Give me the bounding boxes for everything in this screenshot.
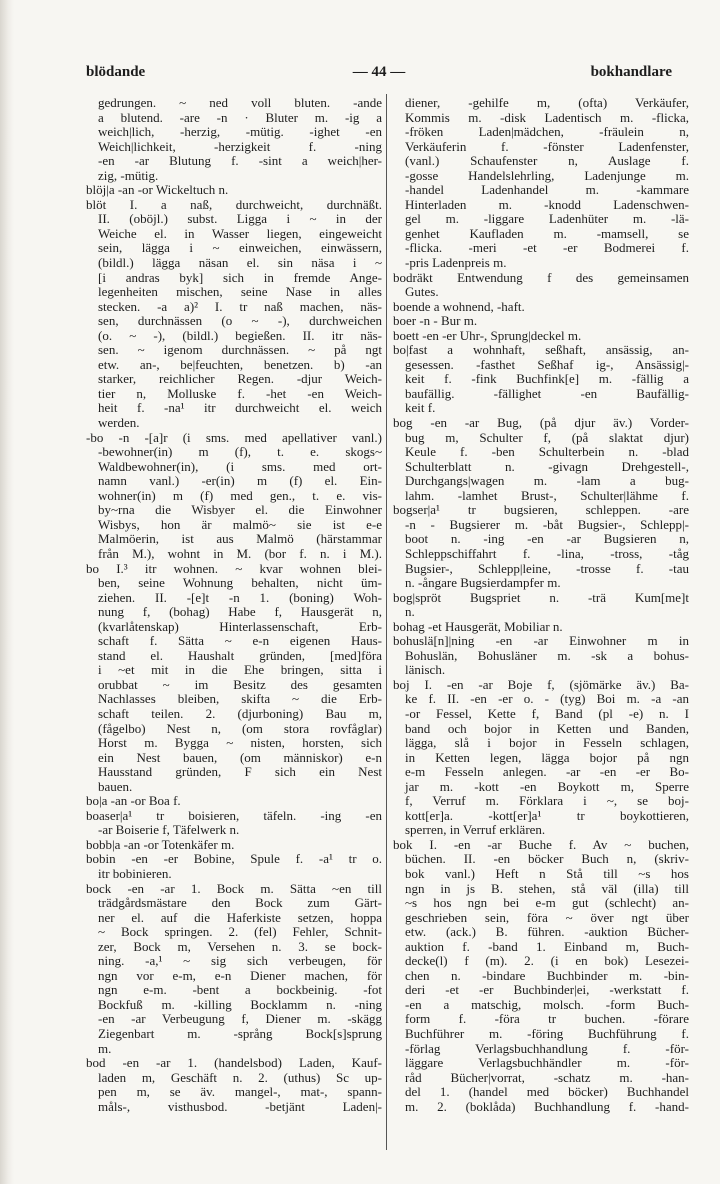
dictionary-line: Hinterladen m. -knodd Ladenschwen-: [405, 197, 689, 212]
dictionary-line: bock -en -ar 1. Bock m. Sätta ~en till: [86, 881, 382, 896]
dictionary-line: m. 2. (boklåda) Buchhandlung f. -hand-: [405, 1099, 689, 1114]
dictionary-line: bohuslä[n]|ning -en -ar Einwohner m in: [393, 634, 689, 649]
dictionary-line: ziehen. II. -[e]t -n 1. (boning) Woh-: [98, 590, 382, 605]
dictionary-line: i ~et mit in die Ehe bringen, sitta i: [98, 663, 382, 678]
dictionary-line: ~s hos ngn bei e-m gut (schlecht) an-: [405, 896, 689, 911]
dictionary-line: -flicka. -meri -et -er Bodmerei f.: [405, 241, 689, 256]
dictionary-line: deri -et -er Buchbinder|ei, -werkstatt f.: [405, 983, 689, 998]
dictionary-line: boaser|a¹ tr boisieren, täfeln. -ing -en: [86, 808, 382, 823]
dictionary-line: ngn in js B. stehen, stå väl (illa) till: [405, 881, 689, 896]
dictionary-line: starker, reichlicher Regen. -djur Weich-: [98, 372, 382, 387]
dictionary-line: zig, -mütig.: [98, 168, 159, 183]
dictionary-line: a blutend. -are -n · Bluter m. -ig a: [98, 110, 382, 125]
dictionary-line: ner el. auf die Haferkiste setzen, hoppa: [98, 910, 382, 925]
dictionary-line: baufällig. -fällighet -en Baufällig-: [405, 386, 689, 401]
dictionary-line: Weiche el. in Wasser liegen, eingeweicht: [98, 226, 382, 241]
page-number: — 44 —: [352, 64, 406, 80]
dictionary-line: del 1. (handel med böcker) Buchhandel: [405, 1085, 689, 1100]
dictionary-line: bod -en -ar 1. (handelsbod) Laden, Kauf-: [86, 1056, 382, 1071]
dictionary-line: gesessen. -fasthet Seßhaf ig-, Ansässig|-: [405, 357, 689, 372]
dictionary-line: nung f, (bohag) Habe f, Hausgerät n,: [98, 605, 382, 620]
dictionary-line: (bildl.) lägga näsan el. sin näsa i ~: [98, 256, 382, 271]
dictionary-line: boett -en -er Uhr-, Sprung|deckel m.: [393, 328, 582, 343]
dictionary-line: f, Verruf m. Förklara i ~, se boj-: [405, 794, 689, 809]
dictionary-line: by~rna die Wisbyer el. die Einwohner: [98, 503, 382, 518]
dictionary-line: råd Bücher|vorrat, -schatz m. -han-: [405, 1070, 689, 1085]
dictionary-line: ben, seine Wohnung behalten, nicht üm-: [98, 576, 382, 591]
dictionary-line: bodräkt Entwendung f des gemeinsamen: [393, 270, 689, 285]
dictionary-line: Bockfuß m. -killing Bocklamm n. -ning: [98, 997, 382, 1012]
dictionary-line: sen, durchnässen (o ~ -), durchweichen: [98, 314, 382, 329]
dictionary-line: (o. ~ -), (bildl.) begießen. II. itr näs-: [98, 328, 382, 343]
dictionary-line: jar m. -kott -en Boykott m, Sperre: [405, 779, 689, 794]
dictionary-line: Schulterblatt n. -givagn Drehgestell-,: [405, 459, 689, 474]
dictionary-line: n. -ångare Bugsierdampfer m.: [405, 576, 561, 591]
dictionary-line: (kvarlåtenskap) Hinterlassenschaft, Erb-: [98, 619, 382, 634]
dictionary-line: lahm. -lamhet Brust-, Schulter|lähme f.: [405, 488, 689, 503]
dictionary-line: läggare Verlagsbuchhändler m. -för-: [405, 1056, 689, 1071]
dictionary-line: från M.), wohnt in M. (bor f. n. i M.).: [98, 546, 382, 561]
dictionary-line: bo|fast a wohnhaft, seßhaft, ansässig, an-: [393, 343, 689, 358]
dictionary-line: band och bojor in Ketten und Banden,: [405, 721, 689, 736]
dictionary-line: Horst m. Bygga ~ nisten, horsten, sich: [98, 736, 382, 751]
dictionary-line: bog -en -ar Bug, (på djur äv.) Vorder-: [393, 416, 689, 431]
left-column: [86, 96, 382, 1114]
dictionary-line: diener, -gehilfe m, (ofta) Verkäufer,: [405, 96, 689, 110]
dictionary-line: sein, lägga i ~ einweichen, einwässern,: [98, 241, 382, 256]
right-column: [393, 96, 689, 1114]
dictionary-line: boende a wohnend, -haft.: [393, 299, 525, 314]
dictionary-line: schaft teilen. 2. (djurboning) Bau m,: [98, 706, 382, 721]
header-first-word: blödande: [86, 64, 146, 80]
dictionary-line: Bohuslän, Bohusläner m. -sk a bohus-: [405, 648, 689, 663]
dictionary-line: -en -ar Blutung f. -sint a weich|her-: [98, 154, 382, 169]
dictionary-line: schaft f. Sätta ~ e-n eigenen Haus-: [98, 634, 382, 649]
dictionary-line: blöt I. a naß, durchweicht, durchnäßt.: [86, 197, 382, 212]
dictionary-line: chen n. -bindare Buchbinder m. -bin-: [405, 968, 689, 983]
dictionary-line: -pris Ladenpreis m.: [405, 256, 507, 271]
dictionary-line: wohner(in) m (f) med gen., t. e. vis-: [98, 488, 382, 503]
dictionary-line: etw. an-, be|feuchten, benetzen. b) -an: [98, 357, 382, 372]
dictionary-line: bok vanl.) Heft n Stå till ~s hos: [405, 866, 689, 881]
dictionary-line: bogser|a¹ tr bugsieren, schleppen. -are: [393, 503, 689, 518]
dictionary-line: namn vanl.) -er(in) m (f) el. Ein-: [98, 474, 382, 489]
dictionary-line: ke f. II. -en -er o. - (tyg) Boi m. -a -an: [405, 692, 689, 707]
dictionary-line: ning. -a,¹ ~ sig sich verbeugen, för: [98, 954, 382, 969]
dictionary-line: weich|lich, -herzig, -mütig. -ighet -en: [98, 125, 382, 140]
running-head: [86, 64, 672, 86]
dictionary-line: Weich|lichkeit, -herzigkeit f. -ning: [98, 139, 382, 154]
dictionary-line: Waldbewohner(in), (i sms. med ort-: [98, 459, 382, 474]
dictionary-line: form f. -föra tr buchen. -förare: [405, 1012, 689, 1027]
dictionary-line: decke(l) f (m). 2. (i en bok) Lesezei-: [405, 954, 689, 969]
dictionary-line: bo I.³ itr wohnen. ~ kvar wohnen blei-: [86, 561, 382, 576]
dictionary-line: måls-, visthusbod. -betjänt Laden|-: [98, 1099, 382, 1114]
dictionary-line: [i andras byk] sich in fremde Ange-: [98, 270, 382, 285]
dictionary-line: bobb|a -an -or Totenkäfer m.: [86, 837, 235, 852]
dictionary-line: bohag -et Hausgerät, Mobiliar n.: [393, 619, 563, 634]
dictionary-line: ngn vor e-m, e-n Diener machen, för: [98, 968, 382, 983]
dictionary-line: auktion f. -band 1. Einband m, Buch-: [405, 939, 689, 954]
dictionary-line: -en -ar Verbeugung f, Diener m. -skägg: [98, 1012, 382, 1027]
dictionary-line: bauen.: [98, 779, 133, 794]
dictionary-line: -bo -n -[a]r (i sms. med apellativer vanl.): [86, 430, 382, 445]
dictionary-line: stand el. Haushalt gründen, [med]föra: [98, 648, 382, 663]
dictionary-line: Schleppschiffahrt f. -lina, -tross, -tåg: [405, 546, 689, 561]
column-divider: [386, 94, 387, 1150]
dictionary-line: bog|spröt Bugspriet n. -trä Kum[me]t: [393, 590, 689, 605]
dictionary-line: -fröken Laden|mädchen, -fräulein n,: [405, 125, 689, 140]
dictionary-line: (vanl.) Schaufenster n, Auslage f.: [405, 154, 689, 169]
dictionary-line: boot n. -ing -en -ar Bugsieren n,: [405, 532, 689, 547]
dictionary-line: ~ Bock springen. 2. (fel) Fehler, Schnit-: [98, 925, 382, 940]
dictionary-line: trädgårdsmästare den Bock zum Gärt-: [98, 896, 382, 911]
dictionary-line: geschrieben sein, föra ~ över ngt über: [405, 910, 689, 925]
dictionary-line: bok I. -en -ar Buche f. Av ~ buchen,: [393, 837, 689, 852]
dictionary-line: Malmöerin, ist aus Malmö (härstammar: [98, 532, 382, 547]
header-last-word: bokhandlare: [590, 64, 672, 80]
dictionary-line: Durchgangs|wagen m. -lam a bug-: [405, 474, 689, 489]
dictionary-line: Kommis m. -disk Ladentisch m. -flicka,: [405, 110, 689, 125]
dictionary-line: werden.: [98, 416, 140, 431]
dictionary-line: boj I. -en -ar Boje f, (sjömärke äv.) Ba-: [393, 677, 689, 692]
dictionary-line: -en a matschig, molsch. -form Buch-: [405, 997, 689, 1012]
dictionary-line: ngn e-m. -bent a bockbeinig. -fot: [98, 983, 382, 998]
dictionary-line: Ziegenbart m. -språng Bock[s]sprung: [98, 1027, 382, 1041]
dictionary-line: e-m Fesseln anlegen. -ar -en -er Bo-: [405, 765, 689, 780]
dictionary-line: lägga, slå i bojor in Fesseln schlagen,: [405, 736, 689, 751]
dictionary-line: -or Fessel, Kette f, Band (pl -e) n. I: [405, 706, 689, 721]
dictionary-line: Buchführer m. -föring Buchführung f.: [405, 1027, 689, 1041]
dictionary-line: in Ketten legen, lägga bojor på ngn: [405, 750, 689, 765]
dictionary-line: keit f.: [405, 401, 436, 416]
dictionary-line: genhet Kaufladen m. -mamsell, se: [405, 226, 689, 241]
dictionary-line: -bewohner(in) m (f), t. e. skogs~: [98, 445, 382, 460]
dictionary-line: pen m, se äv. mangel-, mat-, spann-: [98, 1085, 382, 1100]
dictionary-line: legenheiten mischen, seine Nase in alles: [98, 285, 382, 300]
dictionary-line: (fågelbo) Nest n, (om stora rovfåglar): [98, 721, 382, 736]
dictionary-line: gel m. -liggare Ladenhüter m. -lä-: [405, 212, 689, 227]
dictionary-line: -ar Boiserie f, Täfelwerk n.: [98, 823, 240, 838]
dictionary-line: m.: [98, 1041, 112, 1056]
dictionary-line: kott[er]a. -kott[er]a¹ tr boykottieren,: [405, 808, 689, 823]
dictionary-line: büchen. II. -en böcker Buch n, (skriv-: [405, 852, 689, 867]
dictionary-line: stecken. -a a)² I. tr naß machen, näs-: [98, 299, 382, 314]
dictionary-line: bug m, Schulter f, (på slaktat djur): [405, 430, 689, 445]
dictionary-line: Bugsier-, Schlepp|leine, -trosse f. -tau: [405, 561, 689, 576]
dictionary-line: boer -n - Bur m.: [393, 314, 478, 329]
dictionary-line: -handel Ladenhandel m. -kammare: [405, 183, 689, 198]
dictionary-line: keit f. -fink Buchfink[e] m. -fällig a: [405, 372, 689, 387]
dictionary-line: sperren, in Verruf erklären.: [405, 823, 546, 838]
dictionary-line: etw. (ack.) B. führen. -auktion Bücher-: [405, 925, 689, 940]
dictionary-line: gedrungen. ~ ned voll bluten. -ande: [98, 96, 382, 110]
dictionary-line: sen. ~ igenom durchnässen. ~ på ngt: [98, 343, 382, 358]
dictionary-line: ein Nest bauen, (om människor) e-n: [98, 750, 382, 765]
dictionary-line: tier n, Molluske f. -het -en Weich-: [98, 386, 382, 401]
page-edge-shadow: [0, 0, 14, 1184]
dictionary-line: Verkäuferin f. -fönster Ladenfenster,: [405, 139, 689, 154]
dictionary-line: orubbat ~ im Besitz des gesamten: [98, 677, 382, 692]
dictionary-line: Keule f. -ben Schulterbein n. -blad: [405, 445, 689, 460]
dictionary-line: zer, Bock m, Versehen n. 3. se bock-: [98, 939, 382, 954]
dictionary-line: blöj|a -an -or Wickeltuch n.: [86, 183, 229, 198]
dictionary-line: n.: [405, 605, 415, 620]
dictionary-line: II. (oböjl.) subst. Ligga i ~ in der: [98, 212, 382, 227]
dictionary-line: Hausstand gründen, F sich ein Nest: [98, 765, 382, 780]
dictionary-line: Gutes.: [405, 285, 439, 300]
dictionary-line: -förlag Verlagsbuchhandlung f. -för-: [405, 1041, 689, 1056]
dictionary-line: Nachlasses bleiben, skifta ~ die Erb-: [98, 692, 382, 707]
dictionary-line: -n - Bugsierer m. -båt Bugsier-, Schlepp|-: [405, 517, 689, 532]
dictionary-line: bo|a -an -or Boa f.: [86, 794, 181, 809]
dictionary-line: länisch.: [405, 663, 446, 678]
dictionary-line: Wisbys, hon är malmö~ sie ist e-e: [98, 517, 382, 532]
dictionary-line: -gosse Handelslehrling, Ladenjunge m.: [405, 168, 689, 183]
dictionary-line: laden m, Geschäft n. 2. (uthus) Sc up-: [98, 1070, 382, 1085]
dictionary-line: itr bobinieren.: [98, 866, 172, 881]
dictionary-line: bobin -en -er Bobine, Spule f. -a¹ tr o.: [86, 852, 382, 867]
dictionary-line: heit f. -na¹ itr durchweicht el. weich: [98, 401, 382, 416]
